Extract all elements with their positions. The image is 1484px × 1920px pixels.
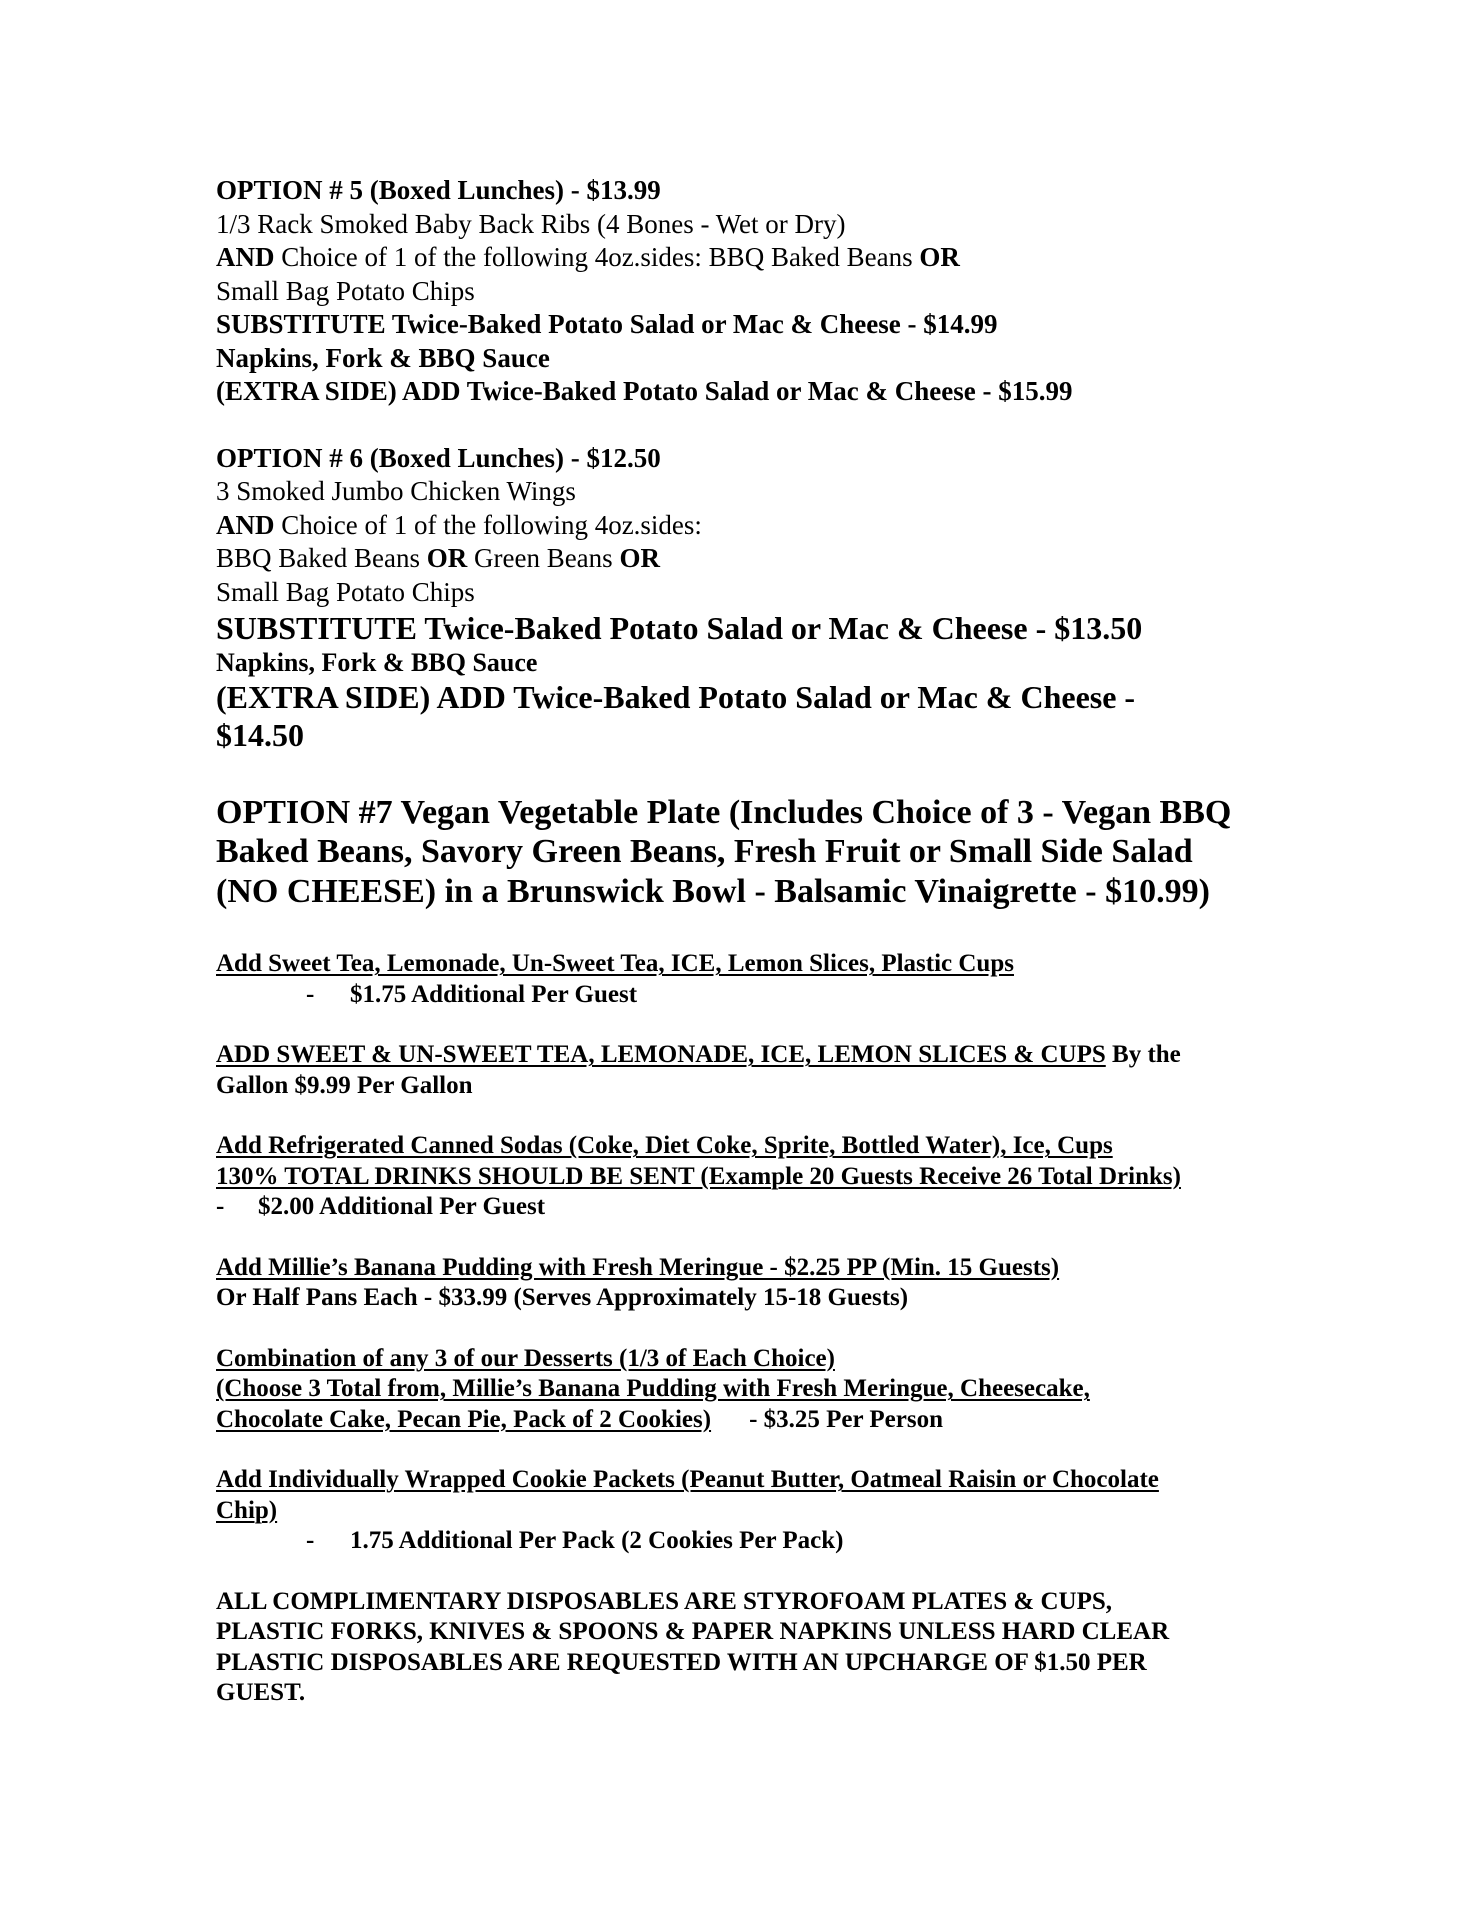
pudding-addon-half-pans: Or Half Pans Each - $33.99 (Serves Approximately 15-18 Guests): [216, 1284, 909, 1311]
dessert-combo-section: [216, 1344, 1276, 1436]
tea-addon-title: Add Sweet Tea, Lemonade, Un-Sweet Tea, ICE, Lemon Slices, Plastic Cups: [216, 950, 1014, 977]
option-5-napkins: Napkins, Fork & BBQ Sauce: [216, 342, 550, 373]
pudding-addon-section: [216, 1253, 1276, 1314]
dessert-combo-price: - $3.25 Per Person: [749, 1405, 943, 1433]
option-5-main-item: 1/3 Rack Smoked Baby Back Ribs (4 Bones - Wet or Dry): [216, 208, 846, 239]
dessert-combo-choices-text: Chocolate Cake, Pecan Pie, Pack of 2 Cookies): [216, 1405, 712, 1433]
dash: -: [306, 1527, 315, 1554]
or-keyword: OR: [619, 543, 660, 573]
and-keyword: AND: [216, 242, 275, 272]
side-bbq-beans: BBQ Baked Beans: [216, 543, 427, 573]
cookie-addon-title: Add Individually Wrapped Cookie Packets (Peanut Butter, Oatmeal Raisin or Chocolate: [216, 1466, 1159, 1493]
option-7-section: [216, 793, 1276, 912]
gallon-addon-section: [216, 1040, 1276, 1101]
disposables-line-1: ALL COMPLIMENTARY DISPOSABLES ARE STYROFOAM PLATES & CUPS,: [216, 1587, 1112, 1615]
side-green-beans: Green Beans: [467, 543, 620, 573]
option-6-chips: Small Bag Potato Chips: [216, 576, 475, 607]
option-5-chips: Small Bag Potato Chips: [216, 275, 475, 306]
dessert-combo-choices-end: [216, 1405, 1276, 1436]
option-6-napkins: Napkins, Fork & BBQ Sauce: [216, 647, 538, 677]
soda-addon-note: 130% TOTAL DRINKS SHOULD BE SENT (Example 20 Guests Receive 26 Total Drinks): [216, 1162, 1181, 1190]
option-5-sides-text: Choice of 1 of the following 4oz.sides: BBQ Baked Beans: [274, 242, 920, 272]
option-6-substitute: SUBSTITUTE Twice-Baked Potato Salad or Mac & Cheese - $13.50: [216, 610, 1143, 646]
cookie-addon-price-text: 1.75 Additional Per Pack (2 Cookies Per Pack): [350, 1527, 844, 1554]
catering-menu-page: [216, 174, 1276, 1709]
gallon-addon-title: ADD SWEET & UN-SWEET TEA, LEMONADE, ICE, LEMON SLICES & CUPS: [216, 1041, 1106, 1068]
dessert-combo-title: Combination of any 3 of our Desserts (1/3 of Each Choice): [216, 1344, 835, 1372]
tea-addon-section: [216, 949, 1276, 1010]
option-5-title: OPTION # 5 (Boxed Lunches) - $13.99: [216, 175, 661, 205]
option-6-main-item: 3 Smoked Jumbo Chicken Wings: [216, 476, 576, 506]
option-5-section: [216, 174, 1276, 409]
dessert-combo-choices: (Choose 3 Total from, Millie’s Banana Pudding with Fresh Meringue, Cheesecake,: [216, 1375, 1090, 1402]
soda-addon-section: [216, 1131, 1276, 1223]
cookie-addon-price: [216, 1526, 1276, 1557]
soda-addon-price-text: $2.00 Additional Per Guest: [258, 1193, 546, 1220]
option-5-sides-line: [216, 241, 1276, 275]
dash: -: [306, 980, 315, 1008]
disposables-line-2: PLASTIC FORKS, KNIVES & SPOONS & PAPER NAPKINS UNLESS HARD CLEAR: [216, 1618, 1170, 1645]
option-5-extra-side: (EXTRA SIDE) ADD Twice-Baked Potato Salad or Mac & Cheese - $15.99: [216, 376, 1073, 406]
pudding-addon-title: Add Millie’s Banana Pudding with Fresh Meringue - $2.25 PP (Min. 15 Guests): [216, 1253, 1060, 1281]
and-keyword: AND: [216, 509, 275, 540]
disposables-notice: [216, 1587, 1276, 1709]
cookie-addon-section: [216, 1465, 1276, 1557]
option-6-extra-side: (EXTRA SIDE) ADD Twice-Baked Potato Salad or Mac & Cheese -: [216, 678, 1136, 715]
option-7-line-1: OPTION #7 Vegan Vegetable Plate (Includes Choice of 3 - Vegan BBQ: [216, 793, 1232, 831]
option-5-substitute: SUBSTITUTE Twice-Baked Potato Salad or Mac & Cheese - $14.99: [216, 309, 998, 339]
option-6-section: [216, 442, 1276, 755]
disposables-line-4: GUEST.: [216, 1679, 306, 1706]
soda-addon-title: Add Refrigerated Canned Sodas (Coke, Diet Coke, Sprite, Bottled Water), Ice, Cups: [216, 1132, 1113, 1159]
disposables-line-3: PLASTIC DISPOSABLES ARE REQUESTED WITH AN UPCHARGE OF $1.50 PER: [216, 1648, 1147, 1676]
dash: -: [216, 1193, 225, 1220]
option-6-sides-choices: [216, 542, 1276, 576]
soda-addon-price: [216, 1192, 1276, 1223]
option-6-extra-side-price: $14.50: [216, 717, 304, 753]
option-7-line-2: Baked Beans, Savory Green Beans, Fresh Fruit or Small Side Salad: [216, 833, 1193, 870]
or-keyword: OR: [919, 242, 960, 272]
tea-addon-price-text: $1.75 Additional Per Guest: [350, 980, 638, 1008]
option-6-sides-text: Choice of 1 of the following 4oz.sides:: [274, 509, 702, 540]
option-6-sides-line: [216, 509, 1276, 543]
or-keyword: OR: [426, 543, 468, 573]
tea-addon-price: [216, 980, 1276, 1011]
option-6-title: OPTION # 6 (Boxed Lunches) - $12.50: [216, 442, 661, 473]
gallon-addon-suffix: By the: [1105, 1041, 1181, 1068]
gallon-addon-price: Gallon $9.99 Per Gallon: [216, 1071, 473, 1099]
gallon-addon-line-1: [216, 1040, 1276, 1071]
cookie-addon-title-end: Chip): [216, 1496, 278, 1524]
option-7-line-3: (NO CHEESE) in a Brunswick Bowl - Balsamic Vinaigrette - $10.99): [216, 872, 1210, 910]
